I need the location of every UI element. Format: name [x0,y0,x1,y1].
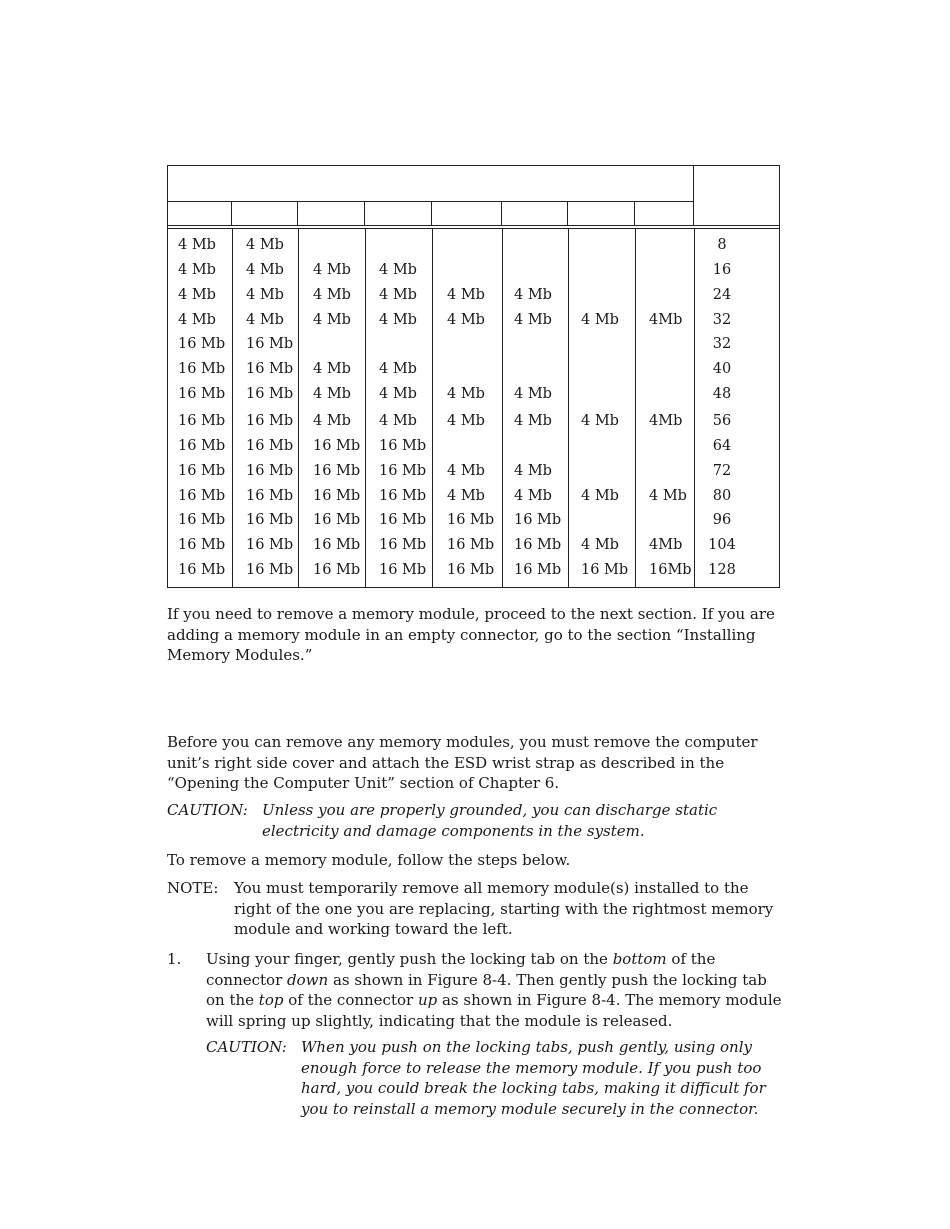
table-cell-slot-4: 4 Mb [379,413,417,429]
table-cell-slot-6: 4 Mb [514,312,552,328]
table-cell-slot-1: 16 Mb [178,386,226,402]
table-cell-slot-1: 16 Mb [178,562,226,578]
step-1-part: as shown in Figure 8-4. Then gently push the locking tab on the [206,970,767,1009]
step-1-emphasis-bottom: bottom [612,950,667,968]
table-header-slot-cell [168,202,232,226]
table-cell-slot-2: 4 Mb [246,312,284,328]
table-cell-slot-6: 16 Mb [514,562,562,578]
table-cell-slot-2: 16 Mb [246,537,294,553]
table-column-rule [365,229,366,587]
table-cell-total-memory: 48 [712,386,732,402]
table-column-rule [432,229,433,587]
table-cell-slot-6: 4 Mb [514,463,552,479]
caution-label: CAUTION: [167,801,248,819]
table-cell-slot-6: 16 Mb [514,512,562,528]
table-cell-slot-4: 16 Mb [379,438,427,454]
table-header-slot-cell [232,202,298,226]
table-cell-slot-3: 16 Mb [313,537,361,553]
table-cell-slot-5: 4 Mb [447,463,485,479]
table-cell-slot-3: 4 Mb [313,386,351,402]
table-cell-slot-6: 4 Mb [514,488,552,504]
table-cell-slot-1: 16 Mb [178,336,226,352]
table-cell-slot-8: 4Mb [649,413,683,429]
table-cell-slot-5: 4 Mb [447,413,485,429]
table-column-rule [232,229,233,587]
note-label: NOTE: [167,879,219,897]
table-cell-slot-1: 16 Mb [178,361,226,377]
table-cell-slot-6: 16 Mb [514,537,562,553]
table-header-group [168,166,694,202]
table-cell-slot-6: 4 Mb [514,386,552,402]
table-cell-slot-1: 16 Mb [178,488,226,504]
table-cell-slot-3: 4 Mb [313,361,351,377]
paragraph-before-remove: Before you can remove any memory modules, you must remove the computer unit’s right side cover and attach the ESD wrist strap as described in the “Opening the Computer Unit” section of Chapter 6. [167,733,758,792]
table-cell-total-memory: 32 [712,336,732,352]
table-cell-slot-2: 4 Mb [246,262,284,278]
table-cell-total-memory: 128 [708,562,736,578]
table-cell-slot-4: 4 Mb [379,262,417,278]
table-cell-slot-2: 16 Mb [246,463,294,479]
table-cell-slot-8: 4Mb [649,537,683,553]
table-header-total [694,166,780,226]
table-cell-slot-2: 4 Mb [246,287,284,303]
step-1-emphasis-up: up [417,991,438,1009]
table-cell-total-memory: 64 [712,438,732,454]
table-column-rule [502,229,503,587]
table-cell-slot-4: 4 Mb [379,312,417,328]
table-cell-slot-4: 4 Mb [379,361,417,377]
table-cell-slot-7: 16 Mb [581,562,629,578]
table-cell-slot-1: 16 Mb [178,512,226,528]
table-header-slot-cell [365,202,432,226]
table-cell-total-memory: 40 [712,361,732,377]
table-cell-slot-1: 4 Mb [178,237,216,253]
step-1-part: of the connector [206,950,716,989]
table-cell-slot-2: 16 Mb [246,361,294,377]
table-cell-slot-7: 4 Mb [581,537,619,553]
table-cell-total-memory: 104 [708,537,736,553]
step-1-emphasis-down: down [287,970,329,989]
table-cell-slot-4: 16 Mb [379,488,427,504]
table-cell-total-memory: 96 [712,512,732,528]
table-cell-total-memory: 32 [712,312,732,328]
table-header-slot-cell [432,202,502,226]
table-column-rule [694,229,695,587]
memory-configuration-table [167,165,780,588]
table-cell-slot-4: 16 Mb [379,463,427,479]
paragraph-remove-or-add: If you need to remove a memory module, proceed to the next section. If you are adding a memory module in an empty connector, go to the section “Installing Memory Modules.” [167,605,775,664]
table-cell-slot-5: 4 Mb [447,488,485,504]
table-header-slot-cell [298,202,365,226]
caution-text: When you push on the locking tabs, push gently, using only enough force to release the memory module. If you push too hard, you could break the locking tabs, making it difficult for you to reinstall a memory module securely in the connector. [301,1038,766,1118]
table-cell-slot-7: 4 Mb [581,312,619,328]
table-cell-slot-3: 4 Mb [313,312,351,328]
table-cell-slot-3: 4 Mb [313,413,351,429]
table-cell-total-memory: 56 [712,413,732,429]
table-column-rule [568,229,569,587]
table-cell-slot-3: 4 Mb [313,287,351,303]
table-cell-slot-4: 16 Mb [379,512,427,528]
table-header-slot-cell [502,202,568,226]
step-1-emphasis-top: top [258,991,284,1009]
caution-label: CAUTION: [206,1038,287,1056]
table-cell-slot-2: 4 Mb [246,237,284,253]
table-cell-slot-1: 16 Mb [178,438,226,454]
table-cell-slot-3: 16 Mb [313,512,361,528]
table-cell-slot-8: 16Mb [649,562,692,578]
table-cell-total-memory: 16 [712,262,732,278]
table-cell-total-memory: 24 [712,287,732,303]
step-number: 1. [167,950,182,968]
table-cell-total-memory: 8 [717,237,727,253]
table-cell-slot-1: 4 Mb [178,287,216,303]
table-cell-slot-7: 4 Mb [581,488,619,504]
table-cell-slot-7: 4 Mb [581,413,619,429]
table-cell-slot-2: 16 Mb [246,413,294,429]
table-cell-slot-1: 16 Mb [178,537,226,553]
paragraph-to-remove: To remove a memory module, follow the steps below. [167,851,571,869]
table-cell-slot-8: 4 Mb [649,488,687,504]
table-cell-slot-5: 4 Mb [447,312,485,328]
table-cell-slot-2: 16 Mb [246,512,294,528]
table-header-slot-cell [568,202,635,226]
table-cell-total-memory: 80 [712,488,732,504]
table-cell-slot-5: 16 Mb [447,537,495,553]
table-cell-slot-4: 4 Mb [379,287,417,303]
table-cell-slot-1: 4 Mb [178,262,216,278]
table-cell-slot-2: 16 Mb [246,488,294,504]
table-cell-slot-2: 16 Mb [246,562,294,578]
table-column-rule [635,229,636,587]
table-cell-slot-2: 16 Mb [246,438,294,454]
table-cell-slot-4: 16 Mb [379,562,427,578]
table-cell-slot-4: 16 Mb [379,537,427,553]
table-cell-slot-8: 4Mb [649,312,683,328]
table-column-rule [298,229,299,587]
table-cell-slot-5: 16 Mb [447,512,495,528]
table-cell-slot-6: 4 Mb [514,413,552,429]
table-cell-slot-5: 4 Mb [447,386,485,402]
table-header-slot-cell [635,202,694,226]
table-cell-slot-3: 16 Mb [313,488,361,504]
step-1-part: Using your finger, gently push the locking tab on the [206,950,613,968]
table-cell-slot-5: 16 Mb [447,562,495,578]
table-cell-slot-4: 4 Mb [379,386,417,402]
step-1-part: of the connector [283,991,418,1009]
table-cell-slot-3: 16 Mb [313,463,361,479]
step-1-part: as shown in Figure 8-4. The memory module will spring up slightly, indicating that the module is released. [206,991,782,1030]
table-cell-slot-3: 4 Mb [313,262,351,278]
table-cell-slot-3: 16 Mb [313,562,361,578]
table-cell-slot-2: 16 Mb [246,336,294,352]
table-cell-total-memory: 72 [712,463,732,479]
table-cell-slot-6: 4 Mb [514,287,552,303]
note-text: You must temporarily remove all memory module(s) installed to the right of the one you are replacing, starting with the rightmost memory module and working toward the left. [234,879,774,938]
table-cell-slot-1: 16 Mb [178,463,226,479]
table-cell-slot-2: 16 Mb [246,386,294,402]
table-cell-slot-3: 16 Mb [313,438,361,454]
table-cell-slot-1: 16 Mb [178,413,226,429]
caution-text: Unless you are properly grounded, you can discharge static electricity and damage components in the system. [262,801,718,840]
step-1-text [206,949,784,1031]
table-cell-slot-5: 4 Mb [447,287,485,303]
table-cell-slot-1: 4 Mb [178,312,216,328]
